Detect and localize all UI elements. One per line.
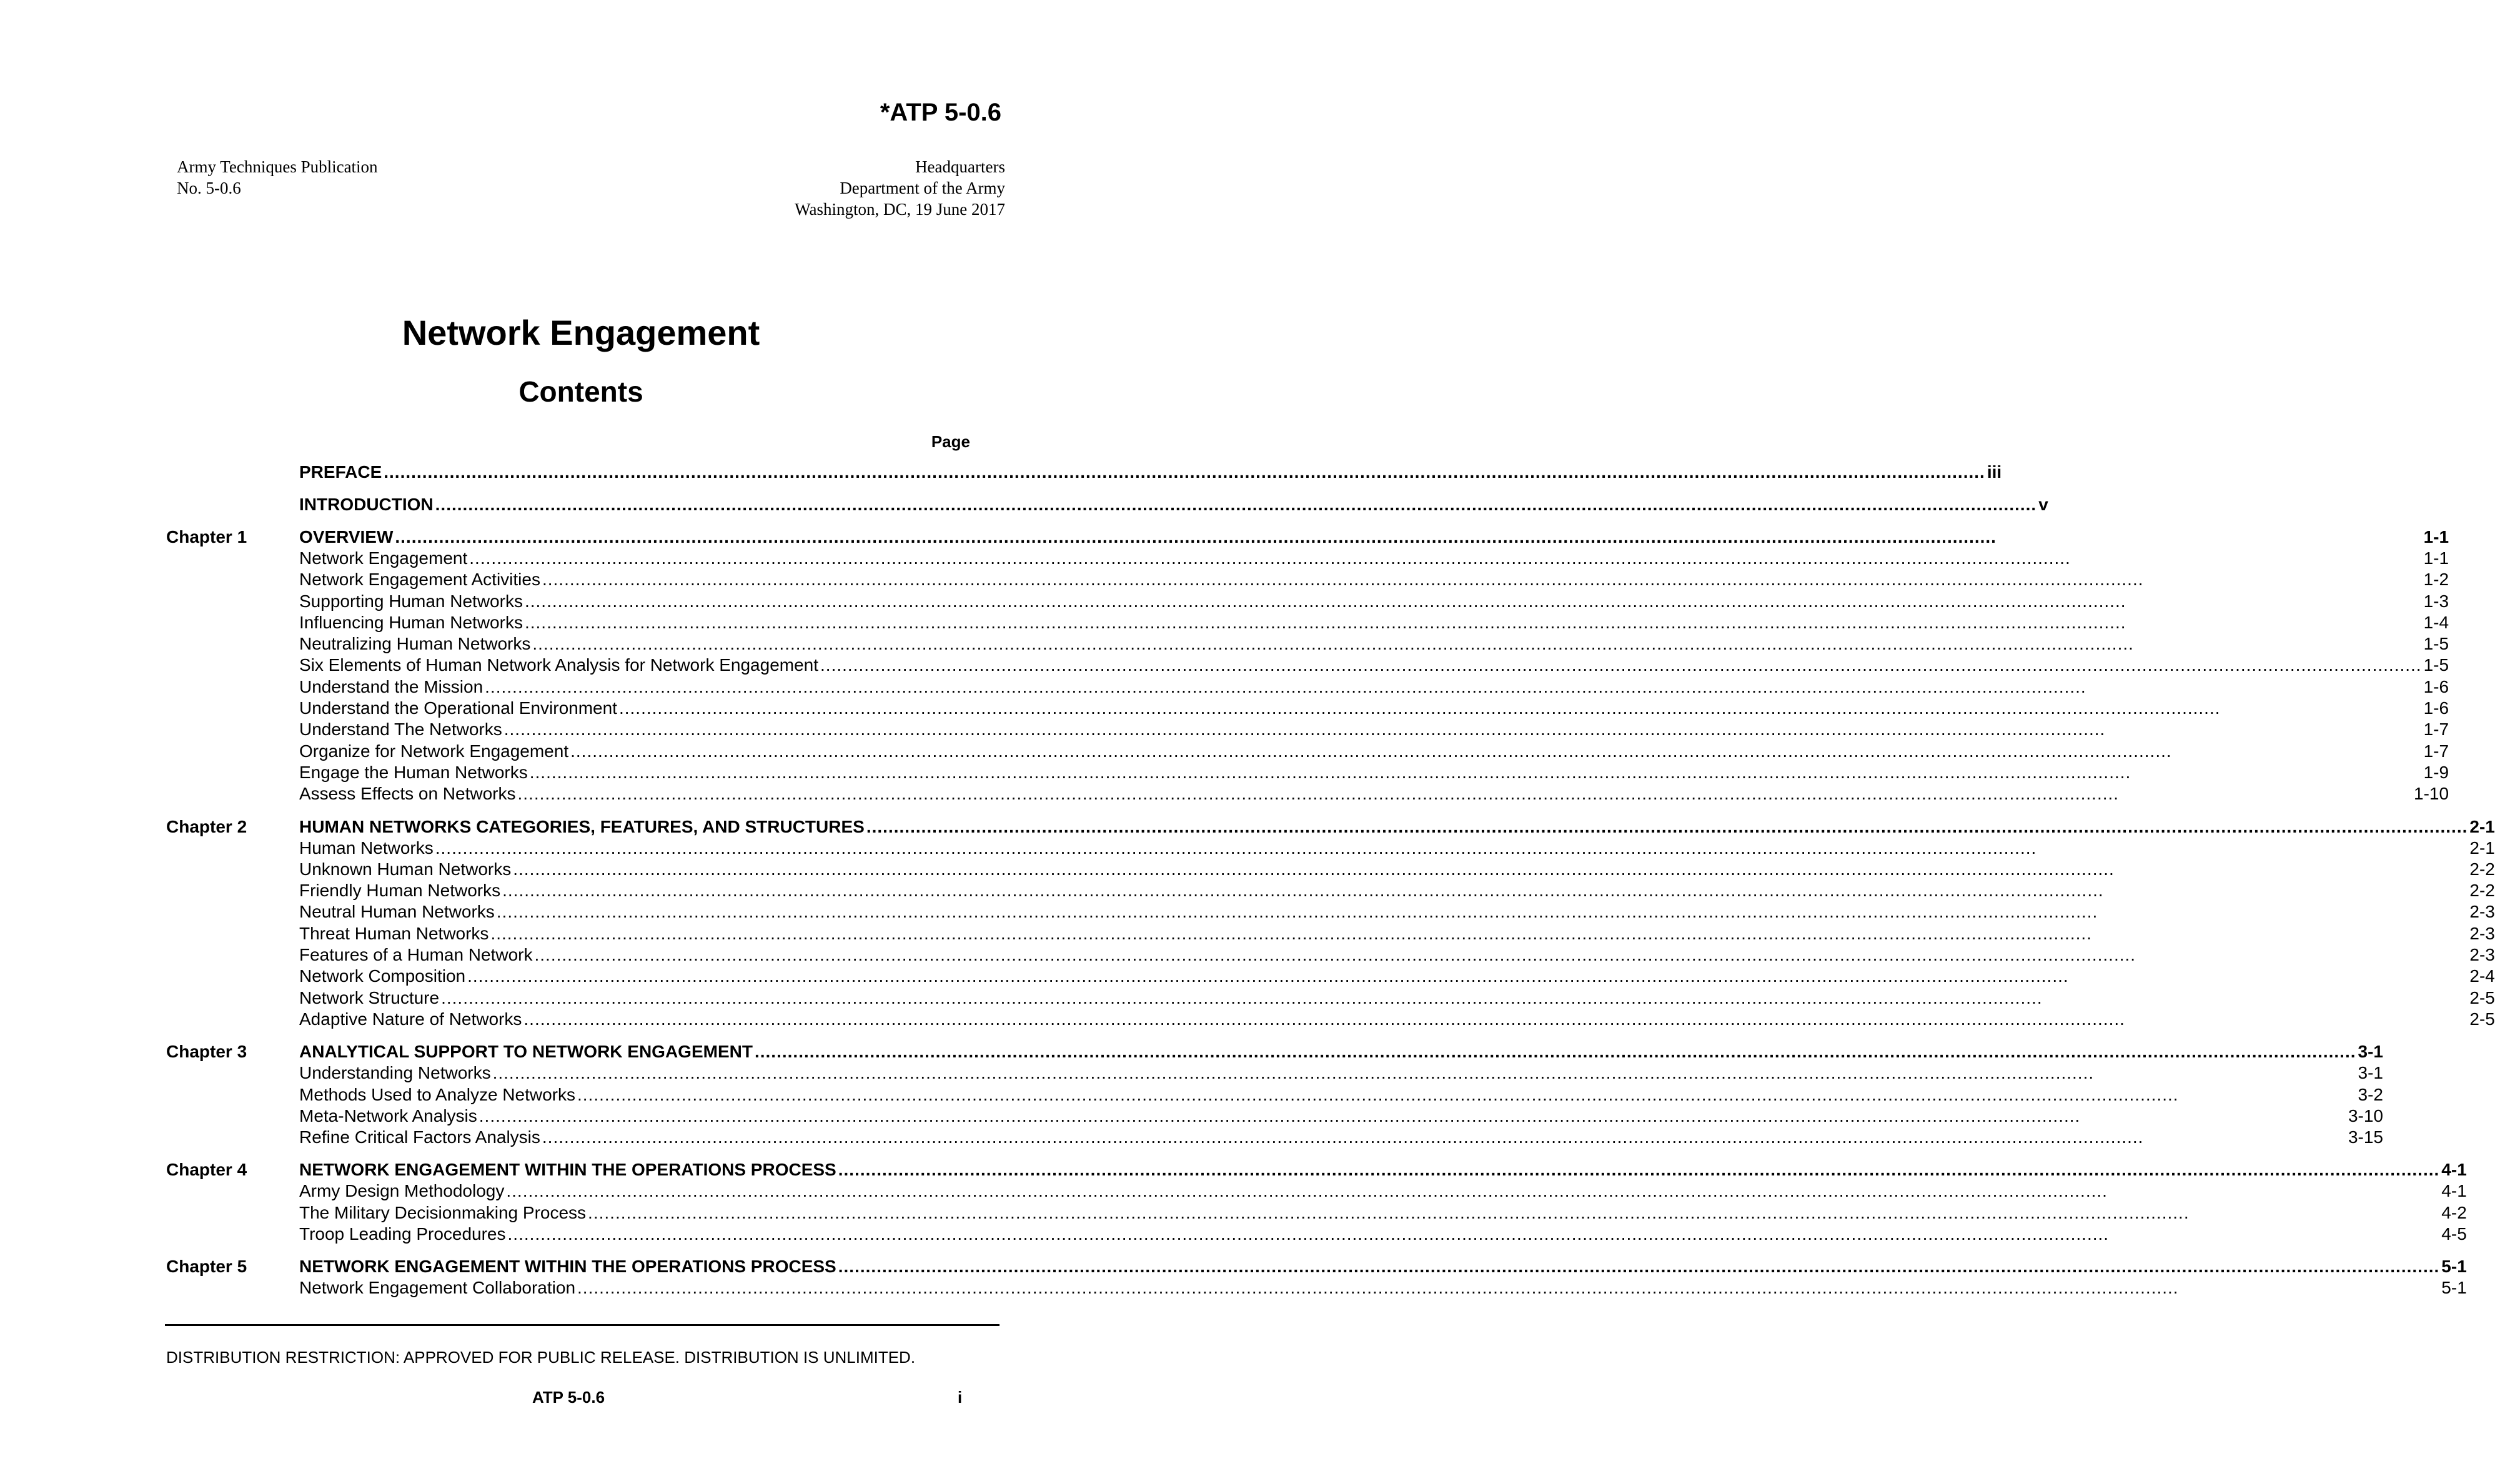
toc-entry-page: 1-7 (2423, 741, 2449, 761)
toc-entry[interactable] (299, 1224, 2467, 1245)
toc-entry[interactable] (299, 966, 2495, 987)
toc-entry-title: Threat Human Networks (299, 923, 489, 943)
toc-entry-title: Human Networks (299, 838, 434, 858)
toc-entry-title: Methods Used to Analyze Networks (299, 1084, 575, 1104)
toc-section (166, 816, 2495, 1031)
toc-entry-page: 2-1 (2469, 816, 2495, 836)
toc-chapter-entry[interactable] (299, 1041, 2383, 1062)
dot-leader (513, 859, 2468, 880)
dot-leader (485, 676, 2421, 698)
chapter-label: Chapter 1 (166, 527, 247, 547)
dot-leader (530, 762, 2422, 783)
footer-page-number: i (958, 1388, 963, 1407)
dot-leader (506, 1180, 2439, 1202)
toc-entry-title: INTRODUCTION (299, 495, 434, 514)
chapter-label: Chapter 5 (166, 1257, 247, 1277)
toc-entry[interactable] (299, 633, 2449, 655)
toc-entry-page: 1-1 (2423, 527, 2449, 547)
chapter-label: Chapter 3 (166, 1042, 247, 1062)
department-line: Department of the Army (840, 179, 1005, 197)
toc-entry-title: Understanding Networks (299, 1063, 491, 1083)
toc-chapter-entry[interactable] (299, 816, 2495, 838)
toc-entry-page: 3-2 (2358, 1084, 2383, 1104)
dot-leader (820, 655, 2422, 676)
toc-entry-title: NETWORK ENGAGEMENT WITHIN THE OPERATIONS PROCESS (299, 1160, 836, 1180)
dot-leader (570, 741, 2421, 762)
toc-entry-page: 2-4 (2469, 966, 2495, 986)
toc-entry-title: Refine Critical Factors Analysis (299, 1127, 540, 1147)
toc-section (166, 461, 2002, 483)
toc-entry-title: Neutral Human Networks (299, 902, 495, 922)
dot-leader (532, 633, 2421, 655)
dot-leader (866, 816, 2468, 838)
toc-entries (299, 1159, 2467, 1245)
distribution-statement: DISTRIBUTION RESTRICTION: APPROVED FOR PUBLIC RELEASE. DISTRIBUTION IS UNLIMITED. (166, 1348, 916, 1367)
dot-leader (441, 987, 2468, 1009)
toc-entry[interactable] (299, 1127, 2383, 1148)
toc-entry-title: Adaptive Nature of Networks (299, 1009, 522, 1029)
toc-entry-page: 2-3 (2469, 902, 2495, 922)
toc-entry-page: 3-1 (2358, 1063, 2383, 1083)
dot-leader (467, 966, 2468, 987)
dot-leader (588, 1202, 2439, 1224)
toc-entry[interactable] (299, 1009, 2495, 1030)
page-column-label: Page (931, 432, 970, 451)
toc-section (166, 493, 2048, 515)
toc-section (166, 1255, 2467, 1298)
dot-leader (384, 461, 1985, 483)
toc-entry-page: iii (1987, 462, 2002, 482)
toc-entry-page: 2-5 (2469, 1009, 2495, 1029)
toc-entry-page: 5-1 (2441, 1278, 2467, 1298)
toc-entry[interactable] (299, 698, 2449, 719)
toc-entry-title: Assess Effects on Networks (299, 784, 516, 804)
toc-entry-page: 3-10 (2348, 1106, 2383, 1125)
toc-entry-title: Network Composition (299, 966, 466, 986)
dot-leader (525, 591, 2422, 612)
toc-entry[interactable] (299, 987, 2495, 1009)
toc-section (166, 526, 2449, 805)
toc-entry-title: Network Engagement Collaboration (299, 1278, 576, 1298)
toc-entry[interactable] (299, 591, 2449, 612)
toc-entry[interactable] (299, 655, 2449, 676)
toc-entry[interactable] (299, 741, 2449, 762)
toc-entry-title: Features of a Human Network (299, 945, 533, 965)
toc-entry-title: Understand the Mission (299, 676, 484, 696)
dot-leader (493, 1062, 2356, 1084)
toc-entry-title: ANALYTICAL SUPPORT TO NETWORK ENGAGEMENT (299, 1042, 753, 1062)
toc-entry-page: 1-3 (2423, 591, 2449, 611)
toc-entry-title: Understand the Operational Environment (299, 698, 617, 718)
toc-entry-page: 4-5 (2441, 1224, 2467, 1244)
toc-entry-title: NETWORK ENGAGEMENT WITHIN THE OPERATIONS PROCESS (299, 1257, 836, 1277)
toc-entry-page: 1-7 (2423, 720, 2449, 740)
toc-entry[interactable] (299, 859, 2495, 880)
toc-entry-page: 5-1 (2441, 1257, 2467, 1277)
toc-chapter-entry[interactable] (299, 526, 2449, 548)
toc-entry-page: 1-4 (2423, 612, 2449, 632)
footer-divider (165, 1324, 999, 1326)
publication-number: No. 5-0.6 (177, 179, 241, 197)
toc-entry-title: OVERVIEW (299, 527, 394, 547)
toc-entry-title: Army Design Methodology (299, 1181, 505, 1201)
toc-chapter-entry[interactable] (299, 461, 2001, 483)
toc-entry-title: HUMAN NETWORKS CATEGORIES, FEATURES, AND STRUCTURES (299, 816, 865, 836)
publication-type: Army Techniques Publication (177, 157, 378, 176)
toc-entry[interactable] (299, 676, 2449, 698)
toc-entry-page: 2-3 (2469, 923, 2495, 943)
toc-entry-page: 1-5 (2423, 655, 2449, 675)
toc-entry-page: 1-10 (2414, 784, 2449, 804)
toc-entry-title: Supporting Human Networks (299, 591, 523, 611)
toc-entry[interactable] (299, 1106, 2383, 1127)
toc-entry[interactable] (299, 923, 2495, 944)
toc-entry-title: Understand The Networks (299, 720, 502, 740)
toc-entry-title: Network Engagement (299, 548, 468, 568)
headquarters-line: Headquarters (915, 157, 1005, 176)
dot-leader (490, 923, 2468, 944)
footer-document-id: ATP 5-0.6 (532, 1388, 605, 1407)
toc-entry-page: 4-1 (2441, 1181, 2467, 1201)
toc-section (166, 1041, 2383, 1148)
document-number: *ATP 5-0.6 (880, 99, 1001, 126)
chapter-label (166, 461, 299, 483)
toc-entry[interactable] (299, 548, 2449, 569)
dot-leader (508, 1224, 2440, 1245)
toc-entry[interactable] (299, 880, 2495, 901)
toc-entry[interactable] (299, 1084, 2383, 1106)
contents-heading: Contents (518, 375, 643, 408)
toc-entry-page: 1-6 (2423, 698, 2449, 718)
toc-entry[interactable] (299, 901, 2495, 923)
toc-entry[interactable] (299, 612, 2449, 633)
toc-entry[interactable] (299, 762, 2449, 783)
toc-entry-page: 2-2 (2469, 881, 2495, 901)
issuing-authority (795, 156, 1005, 220)
toc-entry-title: Friendly Human Networks (299, 881, 501, 901)
toc-entry-title: Neutralizing Human Networks (299, 634, 531, 654)
toc-entry-page: 1-1 (2423, 548, 2449, 568)
dot-leader (518, 783, 2413, 804)
toc-entries (299, 1255, 2467, 1298)
toc-entry[interactable] (299, 1202, 2467, 1224)
toc-entry-title: Unknown Human Networks (299, 859, 512, 879)
toc-entry[interactable] (299, 1062, 2383, 1084)
dot-leader (395, 526, 2421, 548)
dot-leader (479, 1106, 2346, 1127)
toc-entry-page: 2-5 (2469, 987, 2495, 1007)
dot-leader (435, 838, 2468, 859)
publication-info (177, 156, 378, 199)
toc-entry-title: Troop Leading Procedures (299, 1224, 506, 1244)
toc-entry-page: 4-2 (2441, 1202, 2467, 1222)
toc-entry[interactable] (299, 838, 2495, 859)
dot-leader (525, 612, 2422, 633)
toc-entry-title: Organize for Network Engagement (299, 741, 569, 761)
dot-leader (502, 880, 2468, 901)
dot-leader (755, 1041, 2356, 1062)
chapter-label (166, 493, 299, 515)
chapter-label: Chapter 4 (166, 1160, 247, 1180)
page-title: Network Engagement (402, 313, 760, 352)
toc-entry-page: 1-6 (2423, 676, 2449, 696)
chapter-label: Chapter 2 (166, 816, 247, 836)
toc-section (166, 1159, 2467, 1245)
toc-entry-title: Six Elements of Human Network Analysis for Network Engagement (299, 655, 819, 675)
toc-entry[interactable] (299, 1180, 2467, 1202)
toc-entry-page: 3-1 (2358, 1042, 2383, 1062)
toc-entries (299, 493, 2048, 515)
toc-entry-title: PREFACE (299, 462, 382, 482)
dot-leader (504, 719, 2422, 740)
toc-entry-page: 4-1 (2441, 1160, 2467, 1180)
toc-entry-title: Network Engagement Activities (299, 570, 540, 590)
toc-entry-page: 2-1 (2469, 838, 2495, 858)
toc-entry[interactable] (299, 1277, 2467, 1298)
dot-leader (838, 1159, 2440, 1180)
toc-entries (299, 461, 2001, 483)
toc-entry-page: v (2038, 495, 2048, 514)
toc-entry[interactable] (299, 569, 2449, 590)
toc-chapter-entry[interactable] (299, 493, 2048, 515)
dot-leader (619, 698, 2422, 719)
toc-entry-page: 2-2 (2469, 859, 2495, 879)
toc-entry-title: Engage the Human Networks (299, 762, 528, 782)
toc-entries (299, 816, 2495, 1031)
toc-entry[interactable] (299, 944, 2495, 966)
toc-entries (299, 526, 2449, 805)
toc-entry-page: 3-15 (2348, 1127, 2383, 1147)
toc-chapter-entry[interactable] (299, 1159, 2467, 1180)
toc-entry-page: 1-9 (2423, 762, 2449, 782)
dot-leader (577, 1084, 2356, 1106)
toc-entry[interactable] (299, 783, 2449, 804)
toc-entries (299, 1041, 2383, 1148)
dot-leader (542, 1127, 2346, 1148)
toc-chapter-entry[interactable] (299, 1255, 2467, 1277)
toc-entry-page: 1-5 (2423, 634, 2449, 654)
toc-entry-page: 1-2 (2423, 570, 2449, 590)
dot-leader (542, 569, 2422, 590)
toc-entry[interactable] (299, 719, 2449, 740)
toc-entry-title: Influencing Human Networks (299, 612, 523, 632)
toc-entry-title: Network Structure (299, 987, 440, 1007)
location-date-line: Washington, DC, 19 June 2017 (795, 200, 1005, 219)
dot-leader (469, 548, 2421, 569)
toc-entry-page: 2-3 (2469, 945, 2495, 965)
toc-entry-title: Meta-Network Analysis (299, 1106, 477, 1125)
dot-leader (497, 901, 2468, 923)
dot-leader (435, 493, 2037, 515)
dot-leader (523, 1009, 2468, 1030)
toc-entry-title: The Military Decisionmaking Process (299, 1202, 587, 1222)
table-of-contents (166, 461, 2495, 1299)
dot-leader (577, 1277, 2439, 1298)
dot-leader (535, 944, 2468, 966)
dot-leader (838, 1255, 2440, 1277)
